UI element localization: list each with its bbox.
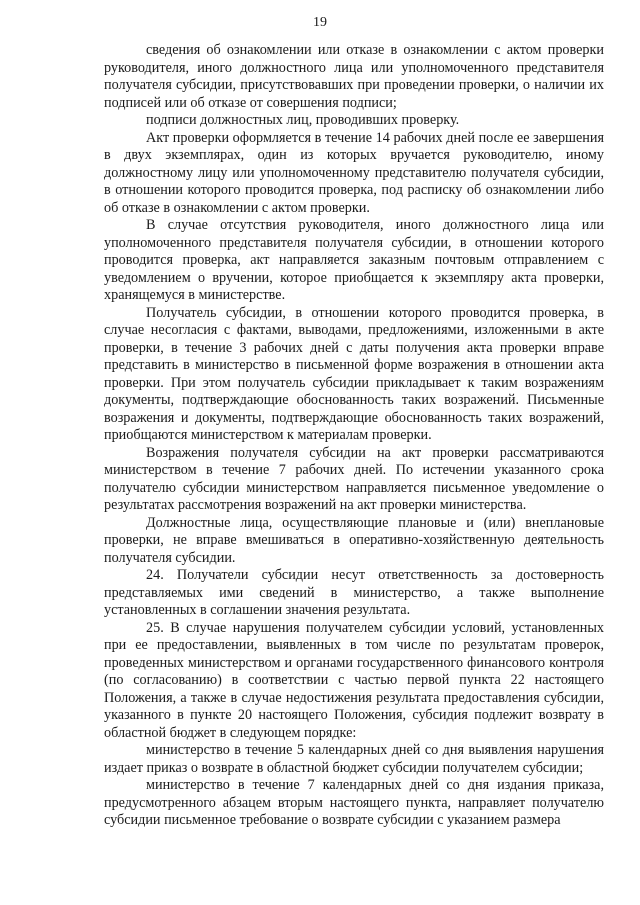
paragraph-clause-24: 24. Получатели субсидии несут ответственность за достоверность представляемых ими сведений в министерство, а также выполнение установленных в соглашении значения результата. (104, 567, 604, 618)
paragraph-signatures: подписи должностных лиц, проводивших проверку. (146, 112, 460, 128)
paragraph-act-drafting: Акт проверки оформляется в течение 14 рабочих дней после ее завершения в двух экземплярах, один из которых вручается руководителю, иному должностному лицу или уполномоченному представителю получателя субсидии, в отношении которого проводится проверка, под расписку об ознакомлении либо об отказе в ознакомлении с актом проверки. (104, 129, 604, 216)
paragraph-acquaintance-info: сведения об ознакомлении или отказе в ознакомлении с актом проверки руководителя, иного должностного лица или уполномоченного представителя получателя субсидии, присутствовавших при проведении проверки, о наличии их подписей или об отказе от совершения подписи; (104, 42, 604, 111)
document-body (104, 42, 604, 830)
paragraph-order-issuance: министерство в течение 5 календарных дней со дня выявления нарушения издает приказ о возврате в областной бюджет субсидии получателем субсидии; (104, 742, 604, 776)
paragraph-officials-restriction: Должностные лица, осуществляющие плановые и (или) внеплановые проверки, не вправе вмешиваться в оперативно-хозяйственную деятельность получателя субсидии. (104, 514, 604, 566)
paragraph-return-demand: министерство в течение 7 календарных дней со дня издания приказа, предусмотренного абзацем вторым настоящего пункта, направляет получателю субсидии письменное требование о возврате субсидии с указанием размера (104, 777, 604, 828)
paragraph-clause-25: 25. В случае нарушения получателем субсидии условий, установленных при ее предоставлении, выявленных в том числе по результатам проверок, проведенных министерством и органами государственного финансового контроля (по согласованию) в соответствии с частью первой пункта 22 настоящего Положения, а также в случае недостижения результата предоставления субсидии, указанного в пункте 20 настоящего Положения, субсидия подлежит возврату в областной бюджет в следующем порядке: (104, 619, 604, 741)
paragraph-objections-review: Возражения получателя субсидии на акт проверки рассматриваются министерством в течение 7 рабочих дней. По истечении указанного срока получателю субсидии министерством направляется письменное уведомление о результатах рассмотрения возражений на акт проверки министерства. (104, 444, 604, 513)
page-number: 19 (313, 15, 327, 30)
paragraph-absence-of-head: В случае отсутствия руководителя, иного должностного лица или уполномоченного представителя получателя субсидии, в отношении которого проводится проверка, акт направляется заказным почтовым отправлением с уведомлением о вручении, которое приобщается к экземпляру акта проверки, хранящемуся в министерстве. (104, 217, 604, 303)
paragraph-objections-right: Получатель субсидии, в отношении которого проводится проверка, в случае несогласия с фактами, выводами, предложениями, изложенными в акте проверки, в течение 3 рабочих дней с даты получения акта проверки вправе представить в министерство в письменной форме возражения в отношении акта проверки. При этом получатель субсидии прикладывает к таким возражениям документы, подтверждающие обоснованность таких возражений. Письменные возражения и документы, подтверждающие обоснованность таких возражений, приобщаются министерством к материалам проверки. (104, 304, 604, 443)
